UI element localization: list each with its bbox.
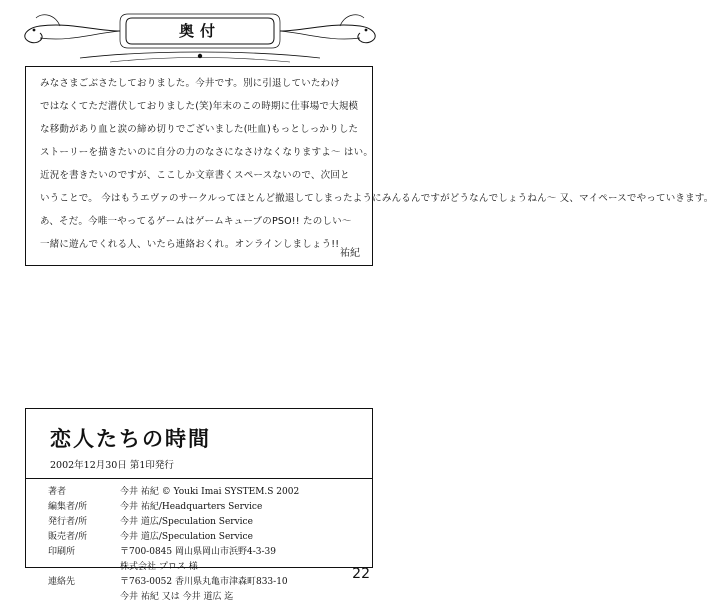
postscript-line: みなさまごぶさたしておりました。今井です。別に引退していたわけ [40,78,340,89]
postscript-line: ストーリーを描きたいのに自分の力のなさになさけなくなりますよ〜 はい。 [40,147,374,158]
postscript-box [25,66,713,266]
colophon-value-printer-name: 株式会社 プロス 様 [120,562,198,572]
postscript-signature: 祐紀 [340,248,360,259]
colophon-value-printer-address: 〒700-0845 岡山県岡山市浜野4-3-39 [120,547,276,557]
page-title: 奥付 [178,22,221,40]
colophon-value-seller: 今井 道広/Speculation Service [120,532,253,542]
book-title: 恋人たちの時間 [50,426,211,451]
colophon-value-author: 今井 祐紀 © Youki Imai SYSTEM.S 2002 [120,487,300,497]
postscript-line: あ、そだ。今唯一やってるゲームはゲームキューブのPSO!! たのしい〜 [40,216,352,227]
colophon-label-publisher: 発行者/所 [48,517,88,527]
colophon-label-contact: 連絡先 [48,577,76,587]
colophon-value-contact-address: 〒763-0052 香川県丸亀市津森町833-10 [120,577,288,587]
colophon-label-seller: 販売者/所 [48,532,88,542]
postscript-line: な移動があり血と涙の締め切りでございました(吐血)もっとしっかりした [40,124,359,135]
colophon-value-editor: 今井 祐紀/Headquarters Service [120,502,263,512]
colophon-value-publisher: 今井 道広/Speculation Service [120,517,253,527]
postscript-line: 一緒に遊んでくれる人、いたら連絡おくれ。オンラインしましょう!! [40,239,340,250]
edition-line: 2002年12月30日 第1印発行 [50,460,174,471]
colophon-label-printer: 印刷所 [48,547,76,557]
postscript-line: 近況を書きたいのですが、ここしか文章書くスペースないので、次回と [40,170,350,181]
page-number: 22 [352,566,370,582]
colophon-label-author: 著者 [48,487,67,497]
postscript-line: ではなくてただ潜伏しておりました(笑)年末のこの時期に仕事場で大規模 [40,101,359,112]
postscript-line: いうことで。 今はもうエヴァのサークルってほとんど撤退してしまったようにみんるんですがどうなんでしょうねん〜 又、マイペースでやっていきます。 [40,193,713,204]
colophon-value-contact-names: 今井 祐紀 又は 今井 道広 迄 [120,592,234,602]
divider [25,478,373,479]
colophon-label-editor: 編集者/所 [48,502,88,512]
